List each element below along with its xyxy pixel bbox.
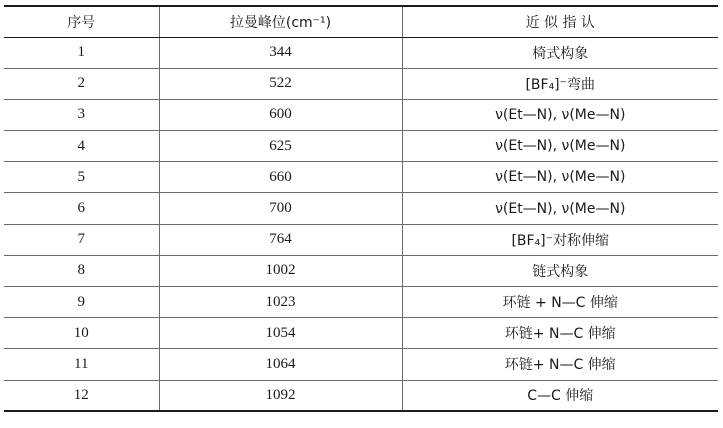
cell-index: 4	[4, 131, 159, 162]
cell-peak: 764	[159, 224, 402, 255]
cell-peak: 625	[159, 131, 402, 162]
header-raman-peak: 拉曼峰位(cm⁻¹)	[159, 6, 402, 37]
cell-peak: 522	[159, 68, 402, 99]
cell-assignment: ν(Et—N), ν(Me—N)	[402, 99, 718, 130]
table-header-row	[4, 6, 718, 37]
cell-assignment: 环链+ N—C 伸缩	[402, 318, 718, 349]
cell-assignment: [BF₄]⁻弯曲	[402, 68, 718, 99]
header-index: 序号	[4, 6, 159, 37]
table-row	[4, 318, 718, 349]
raman-assignment-table	[4, 5, 718, 412]
cell-index: 7	[4, 224, 159, 255]
cell-index: 12	[4, 380, 159, 411]
cell-assignment: ν(Et—N), ν(Me—N)	[402, 193, 718, 224]
table-row	[4, 287, 718, 318]
cell-assignment: 环链 + N—C 伸缩	[402, 287, 718, 318]
table-row	[4, 131, 718, 162]
cell-assignment: C—C 伸缩	[402, 380, 718, 411]
cell-assignment: ν(Et—N), ν(Me—N)	[402, 162, 718, 193]
cell-index: 11	[4, 349, 159, 380]
cell-index: 9	[4, 287, 159, 318]
table-row	[4, 255, 718, 286]
cell-peak: 1054	[159, 318, 402, 349]
cell-index: 2	[4, 68, 159, 99]
cell-index: 6	[4, 193, 159, 224]
cell-peak: 1064	[159, 349, 402, 380]
table-row	[4, 380, 718, 411]
cell-assignment: 链式构象	[402, 255, 718, 286]
table-row	[4, 37, 718, 68]
cell-assignment: ν(Et—N), ν(Me—N)	[402, 131, 718, 162]
cell-peak: 700	[159, 193, 402, 224]
cell-peak: 600	[159, 99, 402, 130]
table-row	[4, 224, 718, 255]
cell-index: 8	[4, 255, 159, 286]
table-row	[4, 349, 718, 380]
table-row	[4, 193, 718, 224]
cell-peak: 660	[159, 162, 402, 193]
cell-index: 5	[4, 162, 159, 193]
cell-peak: 344	[159, 37, 402, 68]
table-row	[4, 68, 718, 99]
cell-index: 1	[4, 37, 159, 68]
cell-assignment: 环链+ N—C 伸缩	[402, 349, 718, 380]
table-row	[4, 99, 718, 130]
cell-assignment: [BF₄]⁻对称伸缩	[402, 224, 718, 255]
cell-peak: 1002	[159, 255, 402, 286]
cell-peak: 1092	[159, 380, 402, 411]
cell-index: 3	[4, 99, 159, 130]
table-row	[4, 162, 718, 193]
header-assignment: 近 似 指 认	[402, 6, 718, 37]
cell-assignment: 椅式构象	[402, 37, 718, 68]
raman-table-container	[4, 5, 718, 412]
cell-peak: 1023	[159, 287, 402, 318]
cell-index: 10	[4, 318, 159, 349]
